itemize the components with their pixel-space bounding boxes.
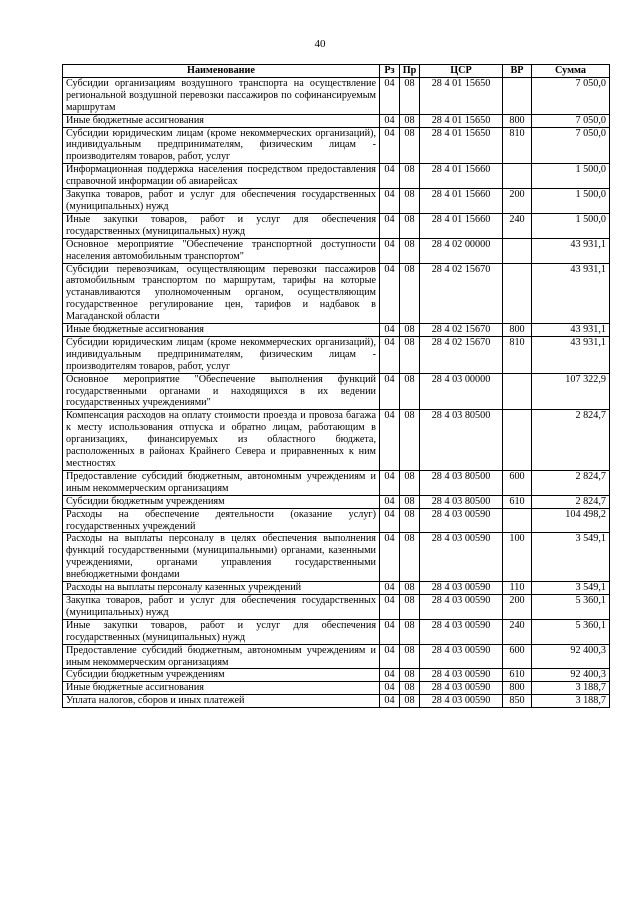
cell-pr: 08 (400, 533, 420, 582)
cell-pr: 08 (400, 669, 420, 682)
header-vr: ВР (503, 65, 532, 78)
table-row (63, 77, 610, 114)
cell-vr (503, 410, 532, 471)
cell-sum: 7 050,0 (532, 77, 610, 114)
cell-vr: 240 (503, 213, 532, 238)
cell-sum: 3 549,1 (532, 582, 610, 595)
cell-csr: 28 4 03 00590 (420, 594, 503, 619)
cell-sum: 92 400,3 (532, 669, 610, 682)
cell-csr: 28 4 01 15660 (420, 164, 503, 189)
cell-pr: 08 (400, 77, 420, 114)
cell-name: Субсидии юридическим лицам (кроме некоммерческих организаций), индивидуальным предпринимателям, физическим лицам - производителям товаров, работ, услуг (63, 127, 380, 164)
table-row (63, 127, 610, 164)
cell-name: Субсидии юридическим лицам (кроме некоммерческих организаций), индивидуальным предпринимателям, физическим лицам - производителям товаров, работ, услуг (63, 336, 380, 373)
cell-vr: 200 (503, 189, 532, 214)
cell-csr: 28 4 01 15650 (420, 127, 503, 164)
cell-csr: 28 4 03 80500 (420, 495, 503, 508)
table-row (63, 495, 610, 508)
cell-csr: 28 4 03 00590 (420, 644, 503, 669)
cell-sum: 43 931,1 (532, 324, 610, 337)
cell-sum: 104 498,2 (532, 508, 610, 533)
table-row (63, 114, 610, 127)
cell-sum: 43 931,1 (532, 336, 610, 373)
header-name: Наименование (63, 65, 380, 78)
table-row (63, 238, 610, 263)
cell-rz: 04 (380, 695, 400, 708)
cell-csr: 28 4 03 00590 (420, 533, 503, 582)
cell-rz: 04 (380, 644, 400, 669)
cell-csr: 28 4 02 15670 (420, 324, 503, 337)
cell-csr: 28 4 03 00590 (420, 582, 503, 595)
table-row (63, 189, 610, 214)
cell-csr: 28 4 02 00000 (420, 238, 503, 263)
table-row (63, 336, 610, 373)
cell-rz: 04 (380, 164, 400, 189)
budget-table (62, 64, 610, 708)
cell-csr: 28 4 03 00590 (420, 508, 503, 533)
cell-csr: 28 4 03 80500 (420, 470, 503, 495)
cell-rz: 04 (380, 470, 400, 495)
table-row (63, 594, 610, 619)
cell-sum: 2 824,7 (532, 410, 610, 471)
cell-csr: 28 4 01 15650 (420, 77, 503, 114)
cell-name: Уплата налогов, сборов и иных платежей (63, 695, 380, 708)
cell-vr (503, 238, 532, 263)
cell-pr: 08 (400, 189, 420, 214)
cell-rz: 04 (380, 533, 400, 582)
cell-pr: 08 (400, 582, 420, 595)
cell-name: Субсидии перевозчикам, осуществляющим перевозки пассажиров автомобильным транспортом по маршрутам, тарифы на которые устанавливаются уполномоченным органом, осуществляющим государственное регулирование цен, тарифов и надбавок в Магаданской области (63, 263, 380, 324)
cell-pr: 08 (400, 373, 420, 410)
cell-vr: 100 (503, 533, 532, 582)
cell-vr: 110 (503, 582, 532, 595)
cell-rz: 04 (380, 508, 400, 533)
cell-rz: 04 (380, 495, 400, 508)
cell-vr (503, 373, 532, 410)
cell-name: Иные бюджетные ассигнования (63, 114, 380, 127)
cell-name: Субсидии бюджетным учреждениям (63, 495, 380, 508)
cell-rz: 04 (380, 582, 400, 595)
cell-pr: 08 (400, 495, 420, 508)
table-row (63, 470, 610, 495)
cell-name: Основное мероприятие "Обеспечение выполнения функций государственными органами и находящихся в их ведении государственных учреждениями" (63, 373, 380, 410)
cell-vr (503, 508, 532, 533)
cell-vr: 810 (503, 336, 532, 373)
table-row (63, 582, 610, 595)
cell-sum: 5 360,1 (532, 619, 610, 644)
cell-rz: 04 (380, 336, 400, 373)
cell-vr: 850 (503, 695, 532, 708)
cell-pr: 08 (400, 594, 420, 619)
cell-sum: 5 360,1 (532, 594, 610, 619)
cell-vr: 600 (503, 470, 532, 495)
cell-rz: 04 (380, 189, 400, 214)
cell-vr (503, 77, 532, 114)
header-csr: ЦСР (420, 65, 503, 78)
cell-csr: 28 4 03 00590 (420, 695, 503, 708)
cell-name: Основное мероприятие "Обеспечение транспортной доступности населения автомобильным транспортом" (63, 238, 380, 263)
cell-rz: 04 (380, 682, 400, 695)
cell-pr: 08 (400, 213, 420, 238)
cell-sum: 92 400,3 (532, 644, 610, 669)
cell-name: Субсидии организациям воздушного транспорта на осуществление региональной воздушной перевозки пассажиров по софинансируемым маршрутам (63, 77, 380, 114)
cell-sum: 3 188,7 (532, 695, 610, 708)
cell-name: Расходы на выплаты персоналу в целях обеспечения выполнения функций государственными (муниципальными) органами, казенными учреждениями, органами управления государственными внебюджетными фондами (63, 533, 380, 582)
cell-name: Компенсация расходов на оплату стоимости проезда и провоза багажа к месту использования отпуска и обратно лицам, работающим в организациях, финансируемых из областного бюджета, расположенных в районах Крайнего Севера и приравненных к ним местностях (63, 410, 380, 471)
table-row (63, 410, 610, 471)
cell-vr: 800 (503, 324, 532, 337)
cell-sum: 43 931,1 (532, 263, 610, 324)
cell-name: Иные бюджетные ассигнования (63, 682, 380, 695)
header-rz: Рз (380, 65, 400, 78)
cell-vr: 800 (503, 114, 532, 127)
table-row (63, 324, 610, 337)
cell-csr: 28 4 02 15670 (420, 263, 503, 324)
cell-sum: 107 322,9 (532, 373, 610, 410)
cell-csr: 28 4 03 00590 (420, 619, 503, 644)
cell-csr: 28 4 01 15660 (420, 213, 503, 238)
cell-csr: 28 4 02 15670 (420, 336, 503, 373)
cell-pr: 08 (400, 238, 420, 263)
cell-rz: 04 (380, 324, 400, 337)
cell-sum: 3 188,7 (532, 682, 610, 695)
cell-sum: 1 500,0 (532, 164, 610, 189)
cell-sum: 3 549,1 (532, 533, 610, 582)
table-row (63, 164, 610, 189)
cell-sum: 7 050,0 (532, 127, 610, 164)
cell-vr: 600 (503, 644, 532, 669)
cell-vr: 200 (503, 594, 532, 619)
table-row (63, 669, 610, 682)
cell-sum: 1 500,0 (532, 189, 610, 214)
cell-name: Иные закупки товаров, работ и услуг для обеспечения государственных (муниципальных) нужд (63, 619, 380, 644)
cell-sum: 1 500,0 (532, 213, 610, 238)
cell-vr: 240 (503, 619, 532, 644)
cell-rz: 04 (380, 77, 400, 114)
cell-name: Информационная поддержка населения посредством предоставления справочной информации об авиарейсах (63, 164, 380, 189)
cell-csr: 28 4 03 00590 (420, 682, 503, 695)
cell-rz: 04 (380, 373, 400, 410)
page-number: 40 (314, 38, 326, 50)
header-sum: Сумма (532, 65, 610, 78)
cell-rz: 04 (380, 594, 400, 619)
table-row (63, 533, 610, 582)
cell-vr: 610 (503, 495, 532, 508)
cell-pr: 08 (400, 164, 420, 189)
cell-csr: 28 4 03 00000 (420, 373, 503, 410)
cell-pr: 08 (400, 263, 420, 324)
table-row (63, 695, 610, 708)
cell-rz: 04 (380, 127, 400, 164)
cell-vr (503, 263, 532, 324)
cell-pr: 08 (400, 127, 420, 164)
cell-pr: 08 (400, 682, 420, 695)
cell-pr: 08 (400, 470, 420, 495)
cell-sum: 2 824,7 (532, 495, 610, 508)
cell-rz: 04 (380, 619, 400, 644)
cell-rz: 04 (380, 114, 400, 127)
cell-pr: 08 (400, 324, 420, 337)
cell-pr: 08 (400, 114, 420, 127)
cell-pr: 08 (400, 619, 420, 644)
table-header-row (63, 65, 610, 78)
cell-pr: 08 (400, 695, 420, 708)
cell-vr: 610 (503, 669, 532, 682)
cell-name: Предоставление субсидий бюджетным, автономным учреждениям и иным некоммерческим организациям (63, 470, 380, 495)
table-row (63, 619, 610, 644)
cell-name: Закупка товаров, работ и услуг для обеспечения государственных (муниципальных) нужд (63, 189, 380, 214)
table-row (63, 644, 610, 669)
cell-csr: 28 4 01 15650 (420, 114, 503, 127)
cell-name: Расходы на выплаты персоналу казенных учреждений (63, 582, 380, 595)
cell-rz: 04 (380, 213, 400, 238)
cell-rz: 04 (380, 669, 400, 682)
cell-name: Расходы на обеспечение деятельности (оказание услуг) государственных учреждений (63, 508, 380, 533)
cell-sum: 2 824,7 (532, 470, 610, 495)
cell-sum: 43 931,1 (532, 238, 610, 263)
cell-pr: 08 (400, 410, 420, 471)
cell-name: Закупка товаров, работ и услуг для обеспечения государственных (муниципальных) нужд (63, 594, 380, 619)
cell-rz: 04 (380, 263, 400, 324)
cell-name: Иные бюджетные ассигнования (63, 324, 380, 337)
cell-rz: 04 (380, 238, 400, 263)
cell-csr: 28 4 03 00590 (420, 669, 503, 682)
cell-csr: 28 4 03 80500 (420, 410, 503, 471)
header-pr: Пр (400, 65, 420, 78)
cell-pr: 08 (400, 644, 420, 669)
cell-name: Предоставление субсидий бюджетным, автономным учреждениям и иным некоммерческим организациям (63, 644, 380, 669)
cell-vr (503, 164, 532, 189)
cell-sum: 7 050,0 (532, 114, 610, 127)
cell-name: Субсидии бюджетным учреждениям (63, 669, 380, 682)
cell-vr: 810 (503, 127, 532, 164)
cell-pr: 08 (400, 336, 420, 373)
table-row (63, 373, 610, 410)
table-row (63, 213, 610, 238)
table-row (63, 682, 610, 695)
table-row (63, 508, 610, 533)
cell-rz: 04 (380, 410, 400, 471)
cell-pr: 08 (400, 508, 420, 533)
cell-vr: 800 (503, 682, 532, 695)
cell-name: Иные закупки товаров, работ и услуг для обеспечения государственных (муниципальных) нужд (63, 213, 380, 238)
table-row (63, 263, 610, 324)
table-body (63, 77, 610, 707)
cell-csr: 28 4 01 15660 (420, 189, 503, 214)
